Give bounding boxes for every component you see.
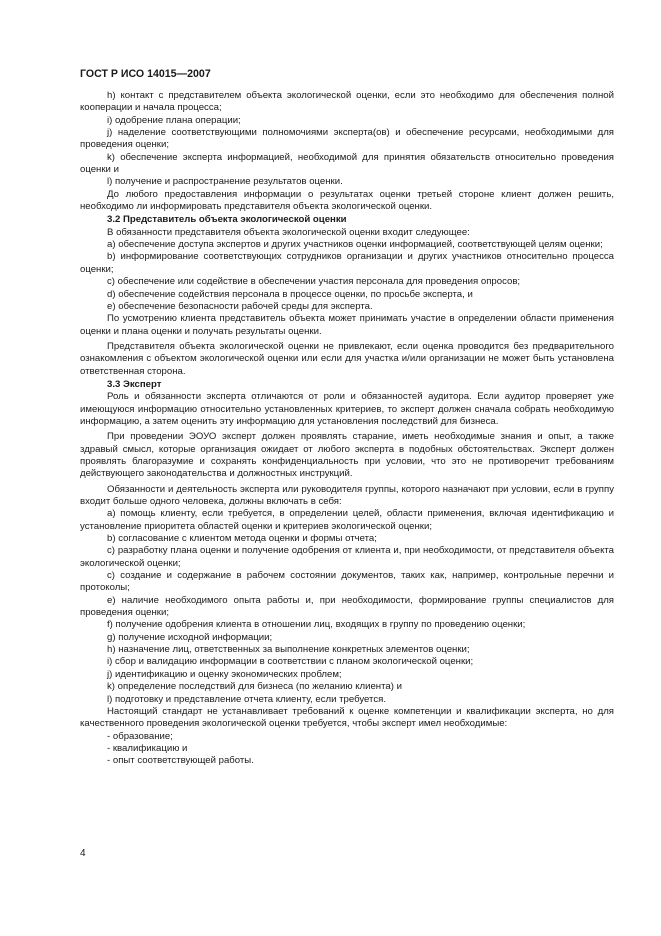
paragraph: При проведении ЭОУО эксперт должен проявлять старание, иметь необходимые знания и опыт, а также здравый смысл, которые организация ожидает от любого эксперта в подобных обстоятельствах. Эксперт должен проявлять благоразумие и сохранять конфиденциальность при условии, что это не противоречит требованиям действующего законодательства и должностных инструкций.: [80, 431, 614, 480]
paragraph: Настоящий стандарт не устанавливает требований к оценке компетенции и квалификации эксперта, но для качественного проведения экологической оценки требуется, чтобы эксперт имел необходимые:: [80, 705, 614, 730]
list-item: c) разработку плана оценки и получение одобрения от клиента и, при необходимости, от представителя объекта экологической оценки;: [80, 545, 614, 569]
list-item: e) обеспечение безопасности рабочей среды для эксперта.: [107, 300, 373, 312]
list-item: j) наделение соответствующими полномочиями эксперта(ов) и обеспечение ресурсами, необходимыми для проведения оценки;: [80, 127, 614, 151]
list-item: h) контакт с представителем объекта экологической оценки, если это необходимо для обеспечения полной кооперации и начала процесса;: [80, 90, 614, 114]
list-item: l) подготовку и представление отчета клиенту, если требуется.: [107, 693, 387, 705]
list-item: k) обеспечение эксперта информацией, необходимой для принятия обязательств относительно проведения оценки и: [80, 151, 614, 176]
list-item: i) сбор и валидацию информации в соответствии с планом экологической оценки;: [107, 656, 474, 668]
bullet-item: - опыт соответствующей работы.: [107, 755, 254, 767]
list-item: l) получение и распространение результатов оценки.: [107, 176, 343, 188]
list-item: c) обеспечение или содействие в обеспечении участия персонала для проведения опросов;: [107, 276, 521, 288]
paragraph: По усмотрению клиента представитель объекта может принимать участие в определении области применения оценки и плана оценки и получать результаты оценки.: [80, 313, 614, 337]
list-item: a) помощь клиенту, если требуется, в определении целей, области применения, включая идентификацию и установление приоритета областей оценки и критериев экологической оценки;: [80, 508, 614, 532]
list-item: j) идентификацию и оценку экономических проблем;: [107, 668, 342, 680]
section-heading: 3.2 Представитель объекта экологической оценки: [107, 214, 347, 226]
list-item: e) наличие необходимого опыта работы и, при необходимости, формирование группы специалистов для проведения оценки;: [80, 594, 614, 619]
paragraph: Обязанности и деятельность эксперта или руководителя группы, которого назначают при условии, если в группу входит больше одного человека, должны включать в себя:: [80, 483, 614, 507]
list-item: d) обеспечение содействия персонала в процессе оценки, по просьбе эксперта, и: [107, 288, 473, 300]
list-item: i) одобрение плана операции;: [107, 114, 241, 126]
list-item: b) информирование соответствующих сотрудников организации и других участников относительно процесса оценки;: [80, 251, 614, 275]
list-item: g) получение исходной информации;: [107, 631, 273, 643]
paragraph: Роль и обязанности эксперта отличаются от роли и обязанностей аудитора. Если аудитор проверяет уже имеющуюся информацию относительно установленных критериев, то эксперт должен сначала собрать необходимую информацию, а затем оценить эту информацию для установления последствий для бизнеса.: [80, 391, 614, 427]
page-header: ГОСТ Р ИСО 14015—2007: [80, 68, 211, 80]
page-number: 4: [80, 848, 86, 859]
list-item: b) согласование с клиентом метода оценки и формы отчета;: [107, 533, 377, 545]
list-item: k) определение последствий для бизнеса (по желанию клиента) и: [107, 681, 402, 693]
section-heading: 3.3 Эксперт: [107, 378, 162, 390]
list-item: a) обеспечение доступа экспертов и других участников оценки информацией, соответствующей целям оценки;: [107, 239, 603, 251]
paragraph: В обязанности представителя объекта экологической оценки входит следующее:: [107, 226, 470, 238]
list-item: f) получение одобрения клиента в отношении лиц, входящих в группу по проведению оценки;: [107, 619, 526, 631]
paragraph: До любого предоставления информации о результатах оценки третьей стороне клиент должен решить, необходимо ли информировать представителя объекта экологической оценки.: [80, 188, 614, 213]
list-item: h) назначение лиц, ответственных за выполнение конкретных элементов оценки;: [107, 644, 470, 656]
bullet-item: - образование;: [107, 730, 173, 742]
bullet-item: - квалификацию и: [107, 742, 188, 754]
list-item: c) создание и содержание в рабочем состоянии документов, таких как, например, контрольные перечни и протоколы;: [80, 570, 614, 594]
document-body: [80, 90, 614, 768]
paragraph: Представителя объекта экологической оценки не привлекают, если оценка проводится без предварительного ознакомления с объектом экологической оценки или если для участка и/или организации не может быть установлена ответственная сторона.: [80, 340, 614, 377]
